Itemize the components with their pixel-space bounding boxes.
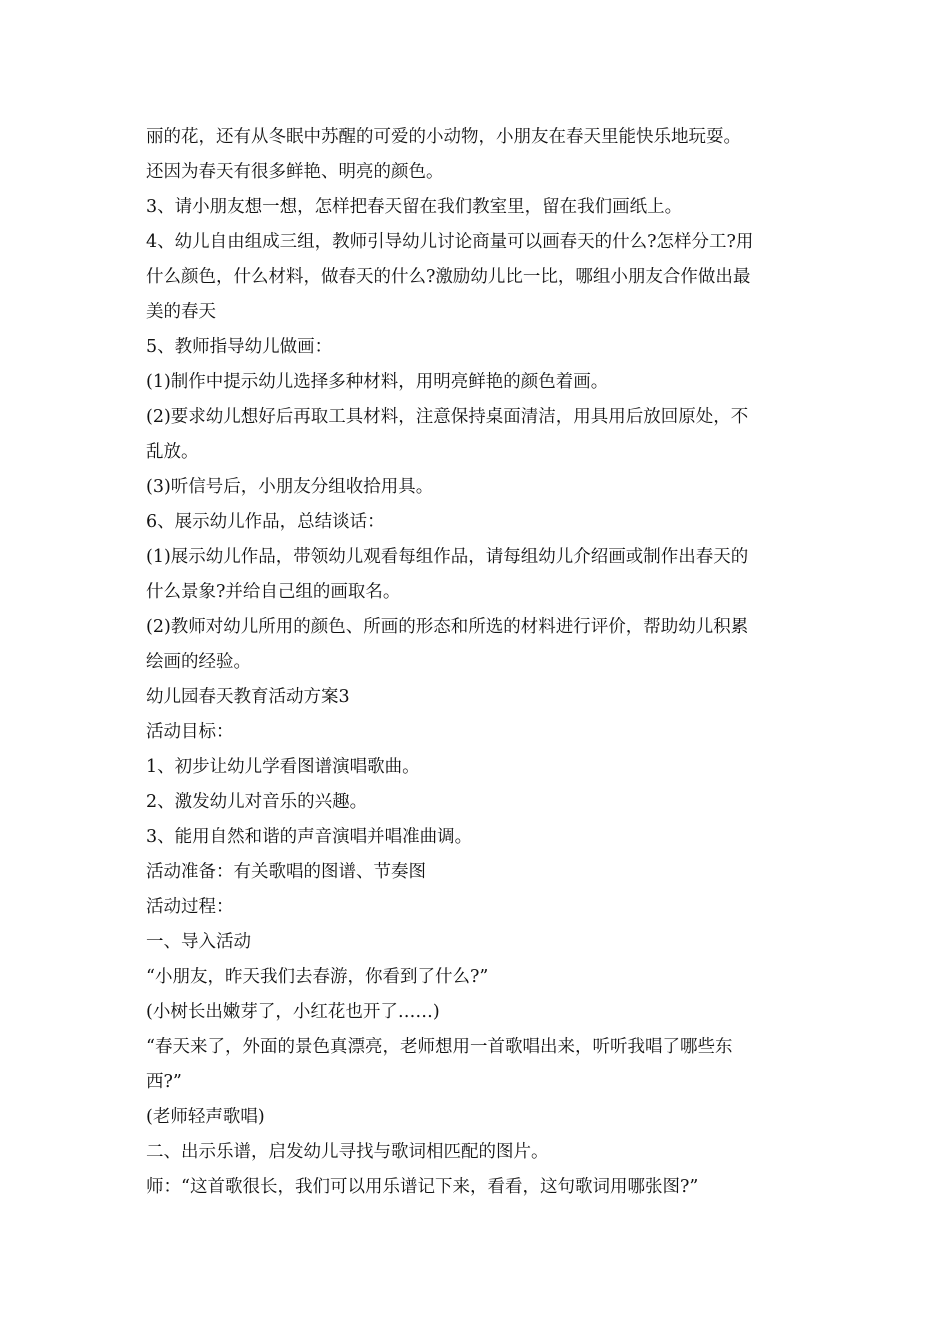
section-heading: 幼儿园春天教育活动方案3 [146, 687, 350, 707]
text-line: 一、导入活动 [146, 932, 251, 952]
text-line: 活动过程： [146, 897, 234, 917]
text-line: “春天来了，外面的景色真漂亮，老师想用一首歌唱出来，听听我唱了哪些东 [146, 1037, 733, 1057]
text-line: 绘画的经验。 [146, 652, 251, 672]
text-line: 还因为春天有很多鲜艳、明亮的颜色。 [146, 162, 444, 182]
text-line: 3、请小朋友想一想，怎样把春天留在我们教室里，留在我们画纸上。 [146, 197, 683, 217]
text-line: (1)展示幼儿作品，带领幼儿观看每组作品，请每组幼儿介绍画或制作出春天的 [146, 547, 749, 567]
text-line: (2)教师对幼儿所用的颜色、所画的形态和所选的材料进行评价，帮助幼儿积累 [146, 617, 749, 637]
text-line: (2)要求幼儿想好后再取工具材料，注意保持桌面清洁，用具用后放回原处，不 [146, 407, 749, 427]
text-line: 5、教师指导幼儿做画： [146, 337, 333, 357]
text-line: 3、能用自然和谐的声音演唱并唱准曲调。 [146, 827, 473, 847]
text-line: 什么景象?并给自己组的画取名。 [146, 582, 401, 602]
text-line: (3)听信号后，小朋友分组收拾用具。 [146, 477, 434, 497]
text-line: 1、初步让幼儿学看图谱演唱歌曲。 [146, 757, 420, 777]
text-line: 活动准备：有关歌唱的图谱、节奏图 [146, 862, 426, 882]
text-line: 乱放。 [146, 442, 199, 462]
text-line: 美的春天 [146, 302, 216, 322]
text-line: (老师轻声歌唱) [146, 1107, 265, 1127]
text-line: “小朋友，昨天我们去春游，你看到了什么?” [146, 967, 489, 987]
text-line: 西?” [146, 1072, 182, 1092]
text-line: 2、激发幼儿对音乐的兴趣。 [146, 792, 368, 812]
text-line: 丽的花，还有从冬眠中苏醒的可爱的小动物，小朋友在春天里能快乐地玩耍。 [146, 127, 741, 147]
text-line: 活动目标： [146, 722, 234, 742]
text-line: (1)制作中提示幼儿选择多种材料，用明亮鲜艳的颜色着画。 [146, 372, 609, 392]
document-body [146, 120, 810, 1205]
text-line: 6、展示幼儿作品，总结谈话： [146, 512, 385, 532]
text-line: 二、出示乐谱，启发幼儿寻找与歌词相匹配的图片。 [146, 1142, 549, 1162]
text-line: 师：“这首歌很长，我们可以用乐谱记下来，看看，这句歌词用哪张图?” [146, 1177, 699, 1197]
text-line: 4、幼儿自由组成三组，教师引导幼儿讨论商量可以画春天的什么?怎样分工?用 [146, 232, 754, 252]
text-line: 什么颜色，什么材料，做春天的什么?激励幼儿比一比，哪组小朋友合作做出最 [146, 267, 751, 287]
text-line: (小树长出嫩芽了，小红花也开了……) [146, 1002, 440, 1022]
